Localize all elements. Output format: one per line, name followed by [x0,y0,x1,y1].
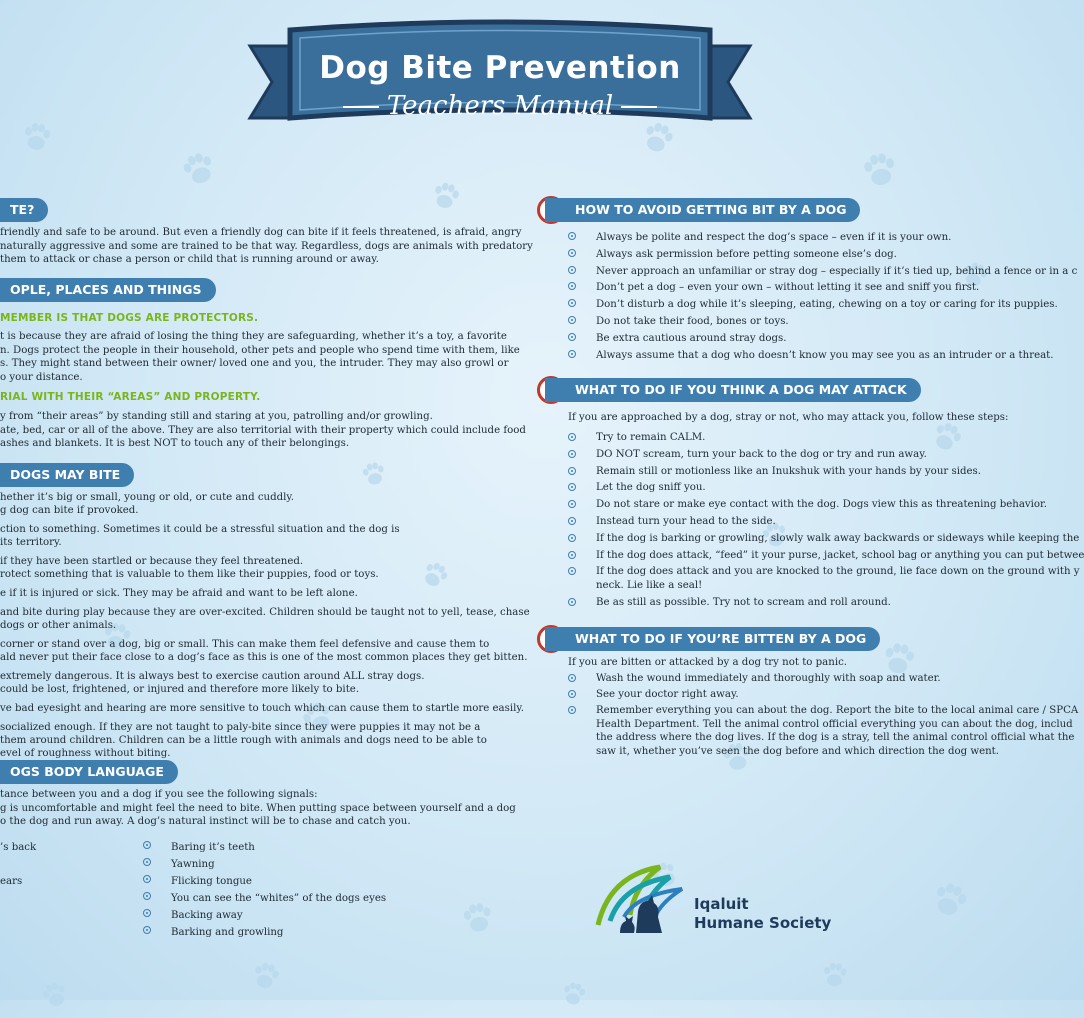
list-item [568,688,1078,702]
list-item-text: Always be polite and respect the dog’s space – even if it is your own. [596,232,952,243]
list-item-text: Always assume that a dog who doesn’t know you may see you as an intruder or a threat. [596,349,1054,361]
list-item [143,873,386,890]
territorial-subheading: RIAL WITH THEIR “AREAS” AND PROPERTY. [0,391,261,403]
text-line: friendly and safe to be around. But even a friendly dog can bite if it feels threatened, is afraid, angry [0,227,522,238]
list-item-text: Always ask permission before petting someone else’s dog. [596,248,897,260]
bullet-icon [568,467,576,475]
subtitle-rule-right [621,106,657,108]
text-line: o the dog and run away. A dog’s natural instinct will be to chase and catch you. [0,816,411,827]
list-item-text: Remember everything you can about the dog. Report the bite to the local animal care / SPCA [596,705,1079,716]
text-line: ald never put their face close to a dog’s face as this is one of the most common places they get bitten. [0,652,528,663]
list-item-text: Instead turn your head to the side. [596,515,776,527]
list-item-text: Never approach an unfamiliar or stray dog – especially if it’s tied up, behind a fence or in a c [596,265,1078,277]
aurora-dog-cat-logo-icon [590,855,690,940]
list-item-text: Baring it’s teeth [171,842,255,853]
list-item-text: If the dog does attack and you are knocked to the ground, lie face down on the ground with y [596,566,1080,578]
bullet-icon [143,875,151,883]
list-item-text: Yawning [171,859,215,870]
list-item [568,549,1084,563]
list-item [568,264,1077,281]
list-item [568,596,1084,610]
bullet-icon [568,534,576,542]
paw-print-icon [357,457,390,490]
list-item-text: Let the dog sniff you. [596,482,706,494]
paw-print-icon [857,147,903,193]
bullet-icon [568,706,576,714]
section-header-why-bite: TE? [0,198,48,222]
list-item-text: Health Department. Tell the animal control official everything you can about the dog, includ [596,718,1073,730]
paw-print-icon [18,118,56,156]
section-header-body-language: OGS BODY LANGUAGE [0,760,178,784]
text-line: them to attack or chase a person or child that is running around or away. [0,254,379,265]
subtitle-rule-left [343,106,379,108]
text-line [0,856,36,873]
bullet-icon [568,674,576,682]
list-item-text: If the dog does attack, “feed” it your purse, jacket, school bag or anything you can put betwee [596,549,1084,561]
section-header-may-attack: WHAT TO DO IF YOU THINK A DOG MAY ATTACK [545,378,921,402]
list-item [568,431,1084,445]
bullet-icon [568,551,576,559]
bullet-icon [568,567,576,575]
list-item-text: neck. Lie like a seal! [596,579,703,591]
text-line: s. They might stand between their owner/ loved one and you, the intruder. They may also growl or [0,358,509,369]
paw-print-icon [924,874,975,925]
text-line: g dog can bite if provoked. [0,505,139,516]
list-item [568,565,1084,592]
list-item-text: Don’t disturb a dog while it’s sleeping, eating, chewing on a toy or caring for its puppies. [596,299,1058,311]
bullet-icon [143,909,151,917]
text-line: g is uncomfortable and might feel the need to bite. When putting space between yourself and a dog [0,802,516,814]
text-line: if they have been startled or because they feel threatened. [0,556,304,567]
bullet-icon [568,690,576,698]
list-item-text: Try to remain CALM. [596,432,706,443]
may-attack-intro: If you are approached by a dog, stray or not, who may attack you, follow these steps: [568,412,1009,423]
protectors-text [0,330,520,384]
bullet-icon [143,858,151,866]
title-banner [250,18,750,143]
list-item [143,856,386,873]
list-item [568,280,1077,297]
list-item [568,247,1077,264]
text-line: ate, bed, car or all of the above. They are also territorial with their property which could include food [0,424,526,436]
text-line: and bite during play because they are over-excited. Children should be taught not to yell, tease, chase [0,607,530,618]
bullet-icon [568,500,576,508]
text-line: ve bad eyesight and hearing are more sensitive to touch which can cause them to startle more easily. [0,703,524,714]
dogs-may-bite-text [0,491,530,760]
list-item [568,314,1077,331]
list-item-text: Flicking tongue [171,876,252,887]
bullet-icon [568,450,576,458]
paw-print-icon [246,956,285,995]
section-header-avoid-bite: HOW TO AVOID GETTING BIT BY A DOG [545,198,860,222]
list-item-text: Remain still or motionless like an Inukshuk with your hands by your sides. [596,465,981,477]
list-item [568,297,1077,314]
list-item-text: Do not take their food, bones or toys. [596,315,789,327]
logo-line-2: Humane Society [694,914,832,932]
bullet-icon [568,483,576,491]
text-line: them around children. Children can be a little rough with animals and dogs need to be able to [0,735,487,746]
text-line: y from “their areas” by standing still and staring at you, patrolling and/or growling. [0,411,433,422]
list-item [568,465,1084,479]
why-bite-text [0,226,533,267]
paw-print-icon [36,976,74,1014]
list-item [568,498,1084,512]
list-item-text: Do not stare or make eye contact with the dog. Dogs view this as threatening behavior. [596,499,1048,511]
section-header-dogs-may-bite: DOGS MAY BITE [0,463,134,487]
bullet-icon [143,926,151,934]
banner-title: Dog Bite Prevention [319,50,681,86]
section-header-bitten: WHAT TO DO IF YOU’RE BITTEN BY A DOG [545,627,880,651]
text-line: evel of roughness without biting. [0,748,171,759]
text-line: ears [0,876,23,887]
body-language-text [0,788,516,829]
list-item [143,924,386,941]
logo-line-1: Iqaluit [694,895,749,913]
text-line: naturally aggressive and some are trained to be that way. Regardless, dogs are animals with predatory [0,240,533,252]
banner-subtitle [250,91,750,121]
paw-print-icon [557,977,590,1010]
list-item-text: You can see the “whites” of the dogs eyes [171,893,387,904]
text-line: its territory. [0,537,62,548]
list-item-text: See your doctor right away. [596,689,739,700]
list-item [143,890,386,907]
text-line: dogs or other animals. [0,620,117,631]
text-line: rotect something that is valuable to them like their puppies, food or toys. [0,569,379,580]
list-item [568,515,1084,529]
list-item-text: Don’t pet a dog – even your own – without letting it see and sniff you first. [596,282,980,294]
banner-subtitle-text: Teachers Manual [386,91,614,121]
bullet-icon [568,249,576,257]
territorial-text [0,410,526,451]
list-item-text: If the dog is barking or growling, slowly walk away backwards or sideways while keeping the [596,532,1080,544]
logo-text [694,895,831,933]
may-attack-steps-list [568,431,1084,612]
text-line: extremely dangerous. It is always best to exercise caution around ALL stray dogs. [0,671,425,682]
list-item-text: the address where the dog lives. If the dog is a stray, tell the animal control official what the [596,732,1075,743]
text-line: e if it is injured or sick. They may be afraid and want to be left alone. [0,588,358,599]
list-item-text: Wash the wound immediately and thoroughly with soap and water. [596,673,941,684]
list-item [568,481,1084,495]
text-line: ashes and blankets. It is best NOT to touch any of their belongings. [0,438,350,449]
text-line: hether it’s big or small, young or old, or cute and cuddly. [0,492,295,503]
list-item [143,839,386,856]
protectors-subheading: MEMBER IS THAT DOGS ARE PROTECTORS. [0,312,259,324]
list-item-text: Be extra cautious around stray dogs. [596,332,787,344]
section-header-people-places: OPLE, PLACES AND THINGS [0,278,216,302]
bullet-icon [568,350,576,358]
text-line: o your distance. [0,371,83,383]
list-item-text: Barking and growling [171,927,284,938]
bullet-icon [568,316,576,324]
list-item-text: Be as still as possible. Try not to scream and roll around. [596,596,891,608]
paw-print-icon [175,145,224,194]
bullet-icon [143,841,151,849]
text-line: corner or stand over a dog, big or small. This can make them feel defensive and cause them to [0,639,490,650]
bullet-icon [143,892,151,900]
text-line: ’s back [0,842,37,853]
avoid-bite-list [568,230,1077,364]
bullet-icon [568,598,576,606]
paw-print-icon [819,959,852,992]
bullet-icon [568,433,576,441]
bitten-intro: If you are bitten or attacked by a dog try not to panic. [568,657,848,668]
bullet-icon [568,517,576,525]
paw-print-icon [457,897,499,939]
list-item-text: Backing away [171,910,243,921]
list-item [143,907,386,924]
humane-society-logo [590,855,830,945]
list-item [568,348,1077,365]
bullet-icon [568,282,576,290]
text-line: tance between you and a dog if you see the following signals: [0,789,318,800]
text-line: could be lost, frightened, or injured and therefore more likely to bite. [0,684,360,695]
paw-print-icon [426,176,465,215]
list-item-text: DO NOT scream, turn your back to the dog or try and run away. [596,448,927,460]
text-line: n. Dogs protect the people in their household, other pets and people who spend time with them, like [0,344,520,356]
text-line: t is because they are afraid of losing the thing they are safeguarding, whether it’s a toy, a favorite [0,331,507,342]
list-item [568,672,1078,686]
bullet-icon [568,232,576,240]
body-language-col1 [0,839,36,890]
bullet-icon [568,333,576,341]
bullet-icon [568,266,576,274]
list-item [568,448,1084,462]
bullet-icon [568,299,576,307]
list-item [568,230,1077,247]
bitten-steps-list [568,672,1078,761]
list-item [568,331,1077,348]
text-line: socialized enough. If they are not taught to paly-bite since they were puppies it may not be a [0,722,481,733]
list-item [568,532,1084,546]
text-line: ction to something. Sometimes it could be a stressful situation and the dog is [0,524,400,535]
list-item-text: saw it, whether you’ve seen the dog before and which direction the dog went. [596,745,1000,757]
body-language-signals-list [143,839,386,941]
list-item [568,704,1078,758]
